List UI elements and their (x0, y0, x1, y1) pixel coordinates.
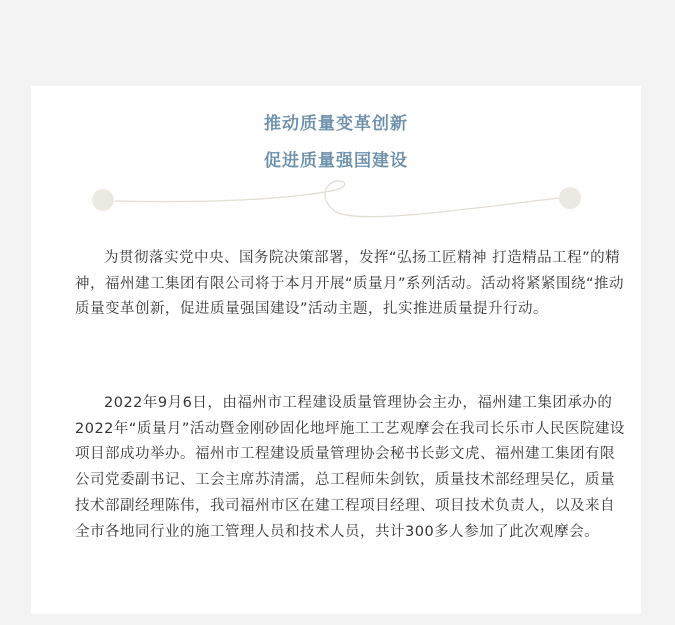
ornament-left-dot (92, 189, 114, 211)
title-ornament (31, 86, 641, 236)
ornament-swirl-line (115, 181, 559, 217)
article-paragraph-2: 2022年9月6日，由福州市工程建设质量管理协会主办，福州建工集团承办的2022年“质量月”活动暨金刚砂固化地坪施工工艺观摩会在我司长乐市人民医院建设项目部成功举办。福州市工程建设质量管理协会秘书长彭文虎、福州建工集团有限公司党委副书记、工会主席苏清濡，总工程师朱剑钦，质量技术部经理吴亿，质量技术部副经理陈伟，我司福州市区在建工程项目经理、项目技术负责人，以及来自全市各地同行业的施工管理人员和技术人员，共计300多人参加了此次观摩会。 (75, 395, 625, 540)
article-card (31, 86, 641, 614)
article-title-line2: 促进质量强国建设 (264, 151, 408, 171)
article-title-line1: 推动质量变革创新 (264, 114, 408, 134)
article-paragraph-1: 为贯彻落实党中央、国务院决策部署，发挥“弘扬工匠精神 打造精品工程”的精神，福州建工集团有限公司将于本月开展“质量月”系列活动。活动将紧紧围绕“推动质量变革创新，促进质量强国建设”活动主题，扎实推进质量提升行动。 (75, 250, 625, 318)
ornament-right-dot (559, 187, 581, 209)
